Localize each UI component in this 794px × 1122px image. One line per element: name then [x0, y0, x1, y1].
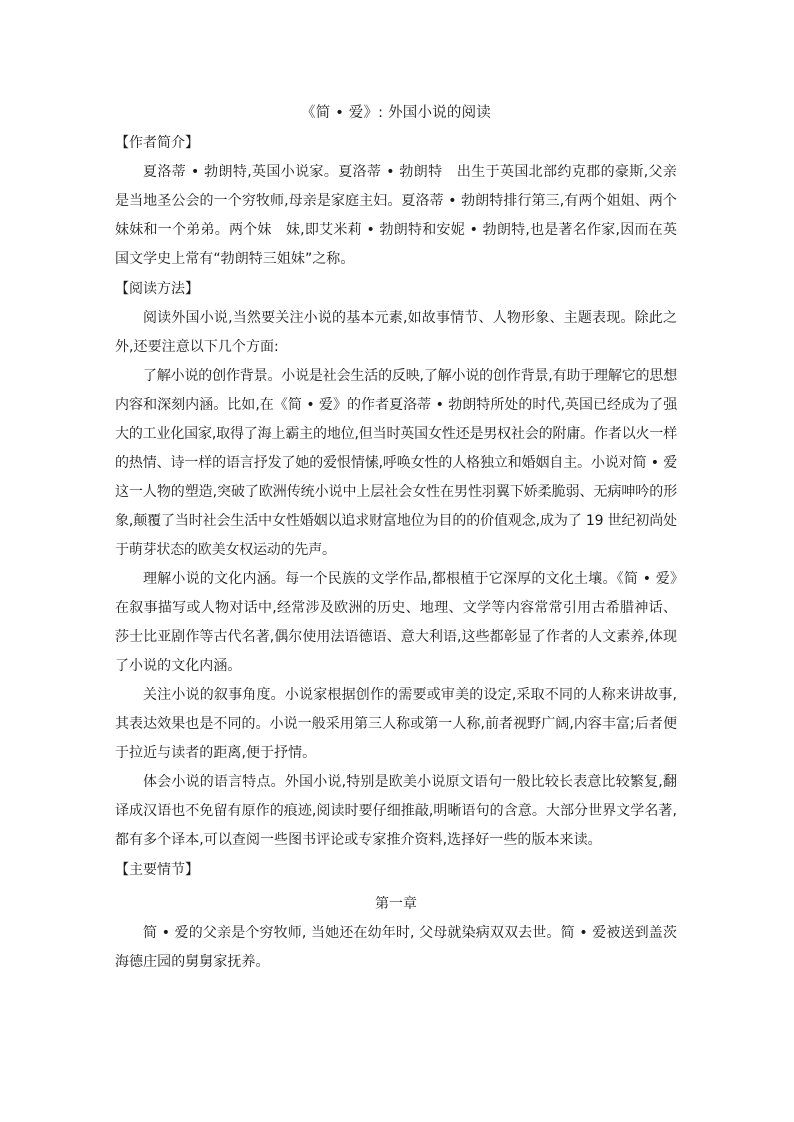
author-intro-paragraph: 夏洛蒂 • 勃朗特,英国小说家。夏洛蒂 • 勃朗特 出生于英国北部约克郡的豪斯,父亲是当地圣公会的一个穷牧师,母亲是家庭主妇。夏洛蒂 • 勃朗特排行第三,有两个姐姐、两个妹妹和一个弟弟。两个妹 妹,即艾米莉 • 勃朗特和安妮 • 勃朗特,也是著名作家,因而在英国文学史上常有“勃朗特三姐妹”之称。	[115, 164, 677, 267]
reading-method-paragraph: 阅读外国小说,当然要关注小说的基本元素,如故事情节、人物形象、主题表现。除此之外,还要注意以下几个方面:	[115, 310, 677, 355]
chapter-title: 第一章	[375, 896, 417, 912]
reading-method-paragraph: 了解小说的创作背景。小说是社会生活的反映,了解小说的创作背景,有助于理解它的思想内容和深刻内涵。比如,在《简 • 爱》的作者夏洛蒂 • 勃朗特所处的时代,英国已经成为了强大的工业化国家,取得了海上霸主的地位,但当时英国女性还是男权社会的附庸。作者以火一样的热情、诗一样的语言抒发了她的爱恨情愫,呼唤女性的人格独立和婚姻自主。小说对简 • 爱这一人物的塑造,突破了欧洲传统小说中上层社会女性在男性羽翼下娇柔脆弱、无病呻吟的形象,颠覆了当时社会生活中女性婚姻以追求财富地位为目的的价值观念,成为了 19 世纪初尚处于萌芽状态的欧美女权运动的先声。	[115, 368, 677, 558]
section-heading-reading-method: 【阅读方法】	[115, 281, 199, 297]
section-heading-author-intro: 【作者简介】	[115, 135, 199, 151]
document-title: 《简 • 爱》: 外国小说的阅读	[301, 105, 491, 121]
document-page	[115, 98, 677, 977]
section-heading-main-plot: 【主要情节】	[115, 862, 199, 878]
reading-method-paragraph: 理解小说的文化内涵。每一个民族的文学作品,都根植于它深厚的文化土壤。《简 • 爱》在叙事描写或人物对话中,经常涉及欧洲的历史、地理、文学等内容常常引用古希腊神话、莎士比亚剧作等古代名著,偶尔使用法语德语、意大利语,这些都彰显了作者的人文素养,体现了小说的文化内涵。	[115, 571, 677, 674]
reading-method-paragraph: 体会小说的语言特点。外国小说,特别是欧美小说原文语句一般比较长表意比较繁复,翻译成汉语也不免留有原作的痕迹,阅读时要仔细推敲,明晰语句的含意。大部分世界文学名著,都有多个译本,可以查阅一些图书评论或专家推介资料,选择好一些的版本来读。	[115, 774, 677, 848]
main-plot-paragraph: 简 • 爱的父亲是个穷牧师, 当她还在幼年时, 父母就染病双双去世。简 • 爱被送到盖茨海德庄园的舅舅家抚养。	[115, 925, 677, 970]
reading-method-paragraph: 关注小说的叙事角度。小说家根据创作的需要或审美的设定,采取不同的人称来讲故事,其表达效果也是不同的。小说一般采用第三人称或第一人称,前者视野广阔,内容丰富;后者便于拉近与读者的距离,便于抒情。	[115, 687, 677, 761]
